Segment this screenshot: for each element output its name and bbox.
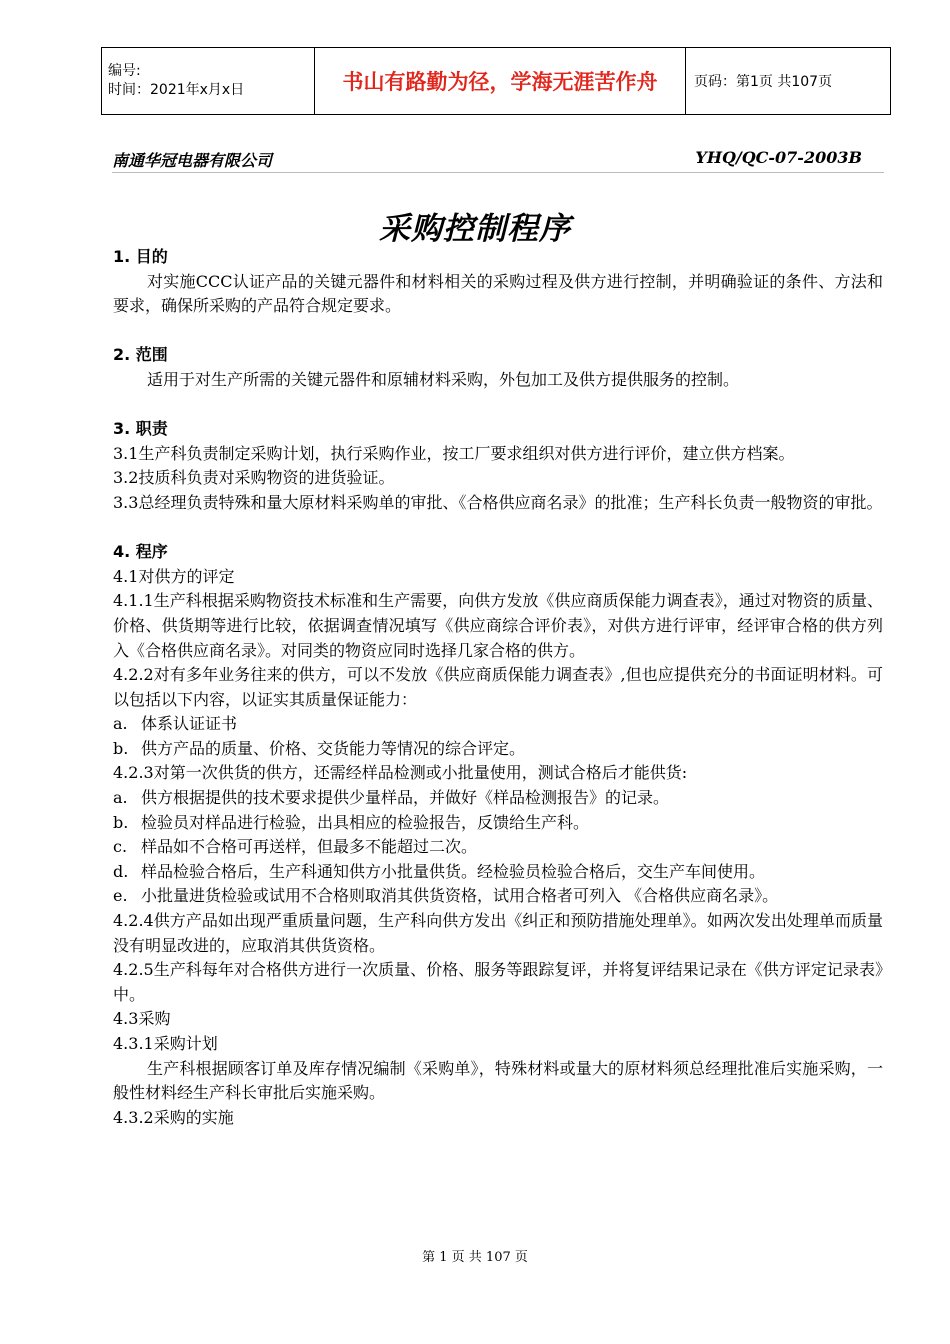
list-item-text: 样品检验合格后，生产科通知供方小批量供货。经检验员检验合格后，交生产车间使用。 [141, 861, 766, 881]
duty-item-3: 3.3总经理负责特殊和量大原材料采购单的审批、《合格供应商名录》的批准；生产科长负责一般物资的审批。 [113, 492, 883, 512]
clause-4-2-2: 4.2.2对有多年业务往来的供方，可以不发放《供应商质保能力调查表》,但也应提供充分的书面证明材料。可以包括以下内容，以证实其质量保证能力： [113, 665, 883, 709]
document-body [113, 245, 883, 1130]
section-heading-duty: 3. 职责 [113, 419, 168, 439]
clause-4-3-1: 4.3.1采购计划 [113, 1034, 218, 1053]
document-code: YHQ/QC-07-2003B [695, 148, 862, 167]
list-marker: d. [113, 861, 129, 881]
list-item [113, 811, 883, 836]
list-item [113, 712, 883, 737]
clause-4-2-5: 4.2.5生产科每年对合格供方进行一次质量、价格、服务等跟踪复评，并将复评结果记录在《供方评定记录表》中。 [113, 960, 883, 1004]
list-item [113, 835, 883, 860]
section-heading-procedure: 4. 程序 [113, 542, 168, 562]
list-marker: b. [113, 738, 129, 758]
list-item-text: 样品如不合格可再送样，但最多不能超过二次。 [141, 837, 478, 857]
clause-4-3: 4.3采购 [113, 1009, 171, 1029]
list-item-text: 体系认证证书 [141, 714, 238, 734]
clause-4-3-1-text: 生产科根据顾客订单及库存情况编制《采购单》，特殊材料或量大的原材料须总经理批准后实施采购，一般性材料经生产科长审批后实施采购。 [113, 1058, 883, 1103]
list-marker: a. [113, 714, 128, 734]
list-item [113, 737, 883, 762]
list-item-text: 检验员对样品进行检验，出具相应的检验报告，反馈给生产科。 [141, 812, 590, 832]
list-item [113, 884, 883, 909]
doc-time-label: 时间：2021年x月x日 [108, 82, 245, 98]
clause-4-2-3: 4.2.3对第一次供货的供方，还需经样品检测或小批量使用，测试合格后才能供货: [113, 763, 688, 783]
section-heading-purpose: 1. 目的 [113, 247, 168, 266]
list-marker: a. [113, 788, 128, 808]
doc-number-label: 编号: [108, 63, 141, 79]
list-marker: c. [113, 837, 128, 857]
section-heading-scope: 2. 范围 [113, 345, 168, 365]
header-page-info: 页码：第1页 共107页 [686, 48, 891, 115]
page-title: 采购控制程序 [379, 211, 571, 247]
company-name: 南通华冠电器有限公司 [112, 151, 273, 170]
scope-text: 适用于对生产所需的关键元器件和原辅材料采购，外包加工及供方提供服务的控制。 [147, 369, 740, 389]
header-motto: 书山有路勤为径，学海无涯苦作舟 [315, 48, 686, 115]
header-table [101, 47, 891, 115]
list-item-text: 供方根据提供的技术要求提供少量样品，并做好《样品检测报告》的记录。 [141, 788, 670, 808]
company-line [112, 148, 884, 173]
header-left-cell [102, 48, 315, 115]
clause-4-1-1: 4.1.1生产科根据采购物资技术标准和生产需要，向供方发放《供应商质保能力调查表》，通过对物资的质量、价格、供货期等进行比较，依据调查情况填写《供应商综合评价表》，对供方进行评审，经评审合格的供方列入《合格供应商名录》。对同类的物资应同时选择几家合格的供方。 [113, 591, 883, 660]
list-item-text: 小批量进货检验或试用不合格则取消其供货资格，试用合格者可列入 《合格供应商名录》。 [141, 886, 779, 906]
duty-item-2: 3.2技质科负责对采购物资的进货验证。 [113, 468, 395, 488]
clause-4-2-4: 4.2.4供方产品如出现严重质量问题，生产科向供方发出《纠正和预防措施处理单》。如两次发出处理单而质量没有明显改进的，应取消其供货资格。 [113, 911, 883, 955]
list-item [113, 860, 883, 885]
list-marker: e. [113, 886, 128, 906]
page-footer: 第 1 页 共 107 页 [422, 1250, 528, 1265]
clause-4-3-2: 4.3.2采购的实施 [113, 1107, 234, 1127]
list-item [113, 786, 883, 811]
list-item-text: 供方产品的质量、价格、交货能力等情况的综合评定。 [141, 738, 526, 758]
clause-4-1: 4.1对供方的评定 [113, 566, 235, 586]
purpose-text: 对实施CCC认证产品的关键元器件和材料相关的采购过程及供方进行控制，并明确验证的条件、方法和要求，确保所采购的产品符合规定要求。 [113, 271, 883, 316]
duty-item-1: 3.1生产科负责制定采购计划，执行采购作业，按工厂要求组织对供方进行评价，建立供方档案。 [113, 443, 795, 463]
list-marker: b. [113, 812, 129, 832]
